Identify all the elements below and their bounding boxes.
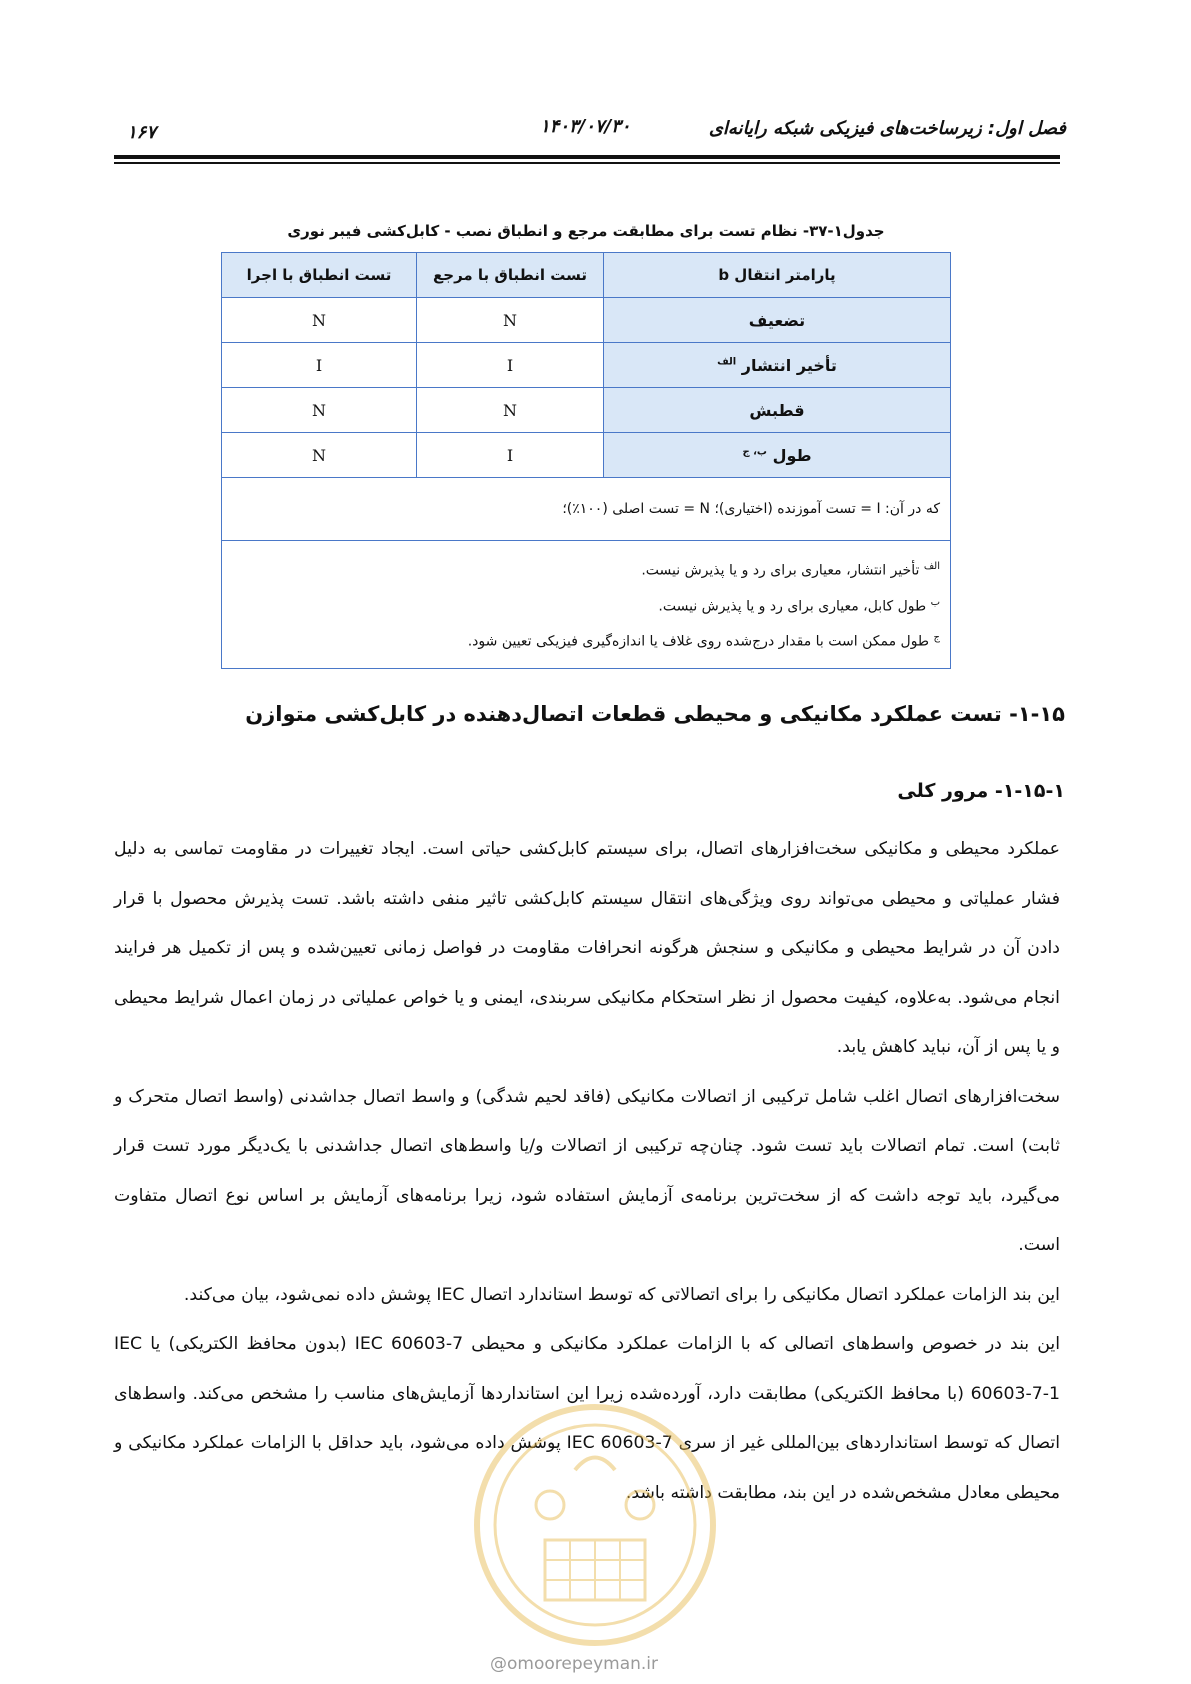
paragraph: عملکرد محیطی و مکانیکی سخت‌افزارهای اتصال، برای سیستم کابل‌کشی حیاتی است. ایجاد تغییرات در مقاومت تماسی به دلیل فشار عملیاتی و محیطی می‌تواند روی ویژگی‌های انتقال سیستم کابل‌کشی تاثیر منفی داشته باشد. تست پذیرش محصول با قرار دادن آن در شرایط محیطی و مکانیکی و سنجش هرگونه انحرافات مقاومت در فواصل زمانی تعیین‌شده و پس از تکمیل هر فرایند انجام می‌شود. به‌علاوه، کیفیت محصول از نظر استحکام مکانیکی سربندی، ایمنی و یا خواص عملیاتی در زمان اعمال شرایط محیطی و یا پس از آن، نباید کاهش یابد. [114, 839, 1060, 1057]
table-note: $^ب$ طول کابل، معیاری برای رد و یا پذیرش نیست. [658, 596, 940, 615]
paragraph: این بند در خصوص واسط‌های اتصالی که با الزامات عملکرد مکانیکی و محیطی IEC 60603-7 (بدون محافظ الکتریکی) یا IEC 60603-7-1 (با محافظ الکتریکی) مطابقت دارد، آورده‌شده زیرا این استانداردها آزمایش‌های مناسب را مشخص می‌کند. واسط‌های اتصال که توسط استانداردهای بین‌المللی غیر از سری IEC 60603-7 پوشش داده می‌شود، باید حداقل با الزامات عملکرد مکانیکی و محیطی معادل مشخص‌شده در این بند، مطابقت داشته باشد. [114, 1334, 1061, 1503]
subsection-heading: ۱-۱۵-۱- مرور کلی [897, 780, 1065, 802]
table-row [222, 388, 951, 433]
row-param: تضعیف [604, 298, 951, 343]
table-legend-row [222, 478, 951, 541]
table-note: $^{الف}$ تأخیر انتشار، معیاری برای رد و یا پذیرش نیست. [641, 561, 940, 579]
footnote-marker: الف [717, 356, 737, 368]
row-execution: N [222, 388, 417, 433]
row-execution: N [222, 433, 417, 478]
header-rule-thick [114, 155, 1060, 159]
paragraph: این بند الزامات عملکرد اتصال مکانیکی را برای اتصالاتی که توسط استاندارد اتصال IEC پوشش داده نمی‌شود، بیان می‌کند. [183, 1284, 1060, 1305]
row-reference: I [417, 433, 604, 478]
row-param: قطبش [604, 388, 951, 433]
table-note: $^ج$ طول ممکن است با مقدار درج‌شده روی غلاف یا اندازه‌گیری فیزیکی تعیین شود. [467, 632, 940, 650]
paragraph: سخت‌افزارهای اتصال اغلب شامل ترکیبی از اتصالات مکانیکی (فاقد لحیم شدگی) و واسط اتصال جداشدنی (واسط اتصال متحرک و ثابت) است. تمام اتصالات باید تست شود. چنان‌چه ترکیبی از اتصالات و/یا واسط‌های اتصال جداشدنی با یک‌دیگر مورد تست قرار می‌گیرد، باید توجه داشت که از سخت‌ترین برنامه‌ی آزمایش استفاده شود، زیرا برنامه‌های آزمایش بر اساس نوع اتصال متفاوت است. [114, 1086, 1060, 1255]
table-row [222, 433, 951, 478]
header-date: ۱۴۰۳/۰۷/۳۰ [540, 116, 631, 137]
header-param: پارامتر انتقال b [604, 253, 951, 298]
test-regime-table [221, 252, 951, 669]
watermark-seal-icon [470, 1400, 720, 1650]
header-reference: تست انطباق با مرجع [417, 253, 604, 298]
table-legend: که در آن: I = تست آموزنده (اختیاری)؛ N = تست اصلی (۱۰۰٪)؛ [222, 478, 951, 541]
table-header-row [222, 253, 951, 298]
row-execution: N [222, 298, 417, 343]
row-reference: N [417, 298, 604, 343]
row-param: طول $^{ب، ج}$ [604, 433, 951, 478]
row-reference: N [417, 388, 604, 433]
section-heading: ۱-۱۵- تست عملکرد مکانیکی و محیطی قطعات اتصال‌دهنده در کابل‌کشی متوازن [245, 702, 1065, 726]
table-notes-row [222, 541, 951, 669]
chapter-title: فصل اول: زیرساخت‌های فیزیکی شبکه رایانه‌ای [708, 118, 1066, 139]
header-rule-thin [114, 162, 1060, 164]
table-row [222, 343, 951, 388]
table-caption: جدول۱-۳۷- نظام تست برای مطابقت مرجع و انطباق نصب - کابل‌کشی فیبر نوری [287, 222, 885, 240]
footnote-marker: ب، ج [742, 446, 767, 458]
header-execution: تست انطباق با اجرا [222, 253, 417, 298]
row-param: تأخیر انتشار $^{الف}$ [604, 343, 951, 388]
watermark-url: @omoorepeyman.ir [490, 1654, 659, 1674]
row-reference: I [417, 343, 604, 388]
row-execution: I [222, 343, 417, 388]
table-notes [222, 541, 951, 669]
page-number: ۱۶۷ [127, 122, 157, 143]
table-row [222, 298, 951, 343]
